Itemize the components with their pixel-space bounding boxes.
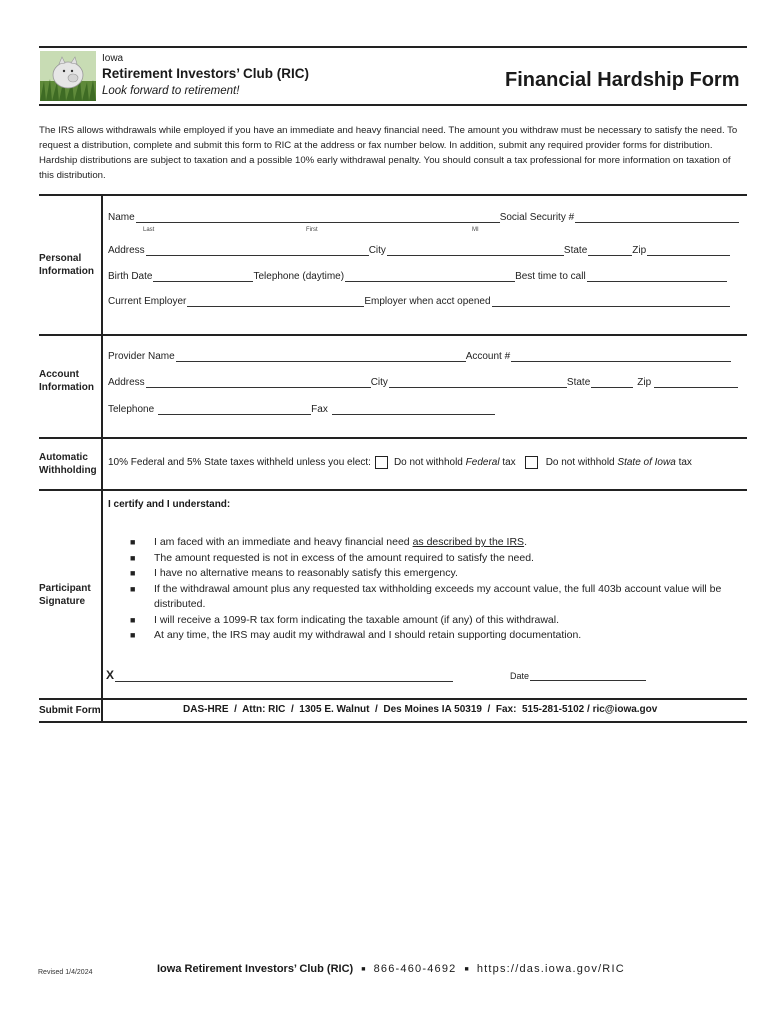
submit-section-label: Submit Form: [39, 705, 101, 716]
best-time-field[interactable]: [587, 271, 727, 282]
list-item: ■ I have no alternative means to reasonably satisfy this emergency.: [130, 567, 458, 579]
revised-date: Revised 1/4/2024: [38, 969, 93, 976]
no-state-label: Do not withhold State of Iowa tax: [545, 457, 692, 468]
certify-heading: I certify and I understand:: [108, 499, 231, 510]
piggy-bank-icon: [40, 51, 96, 101]
signature-field[interactable]: [115, 670, 453, 682]
list-item: ■ If the withdrawal amount plus any requested tax withholding exceeds my account value, the full 403b account value will be distributed.: [130, 582, 722, 610]
signature-section-label: Participant Signature: [39, 583, 91, 607]
header-org: Retirement Investors’ Club (RIC): [102, 66, 310, 81]
acct-fax-label: Fax: [311, 404, 328, 415]
date-row: [510, 671, 646, 681]
acct-zip-field[interactable]: [654, 377, 738, 388]
list-item: ■ I will receive a 1099-R tax form indicating the taxable amount (if any) of this withdrawal.: [130, 613, 560, 626]
form-title: Financial Hardship Form: [505, 69, 740, 91]
irs-link[interactable]: as described by the IRS: [412, 536, 525, 548]
zip-field[interactable]: [647, 245, 730, 256]
section-rule: [39, 489, 747, 491]
footer-url[interactable]: https://das.iowa.gov/RIC: [476, 963, 625, 975]
telephone-label: Telephone (daytime): [253, 271, 345, 282]
section-rule: [39, 437, 747, 439]
bullet-icon: ■: [361, 965, 366, 973]
personal-address-row: [108, 245, 730, 256]
birth-date-field[interactable]: [153, 271, 253, 282]
section-rule: [39, 721, 747, 723]
certification-list: [130, 535, 750, 644]
date-label: Date: [510, 671, 530, 681]
ssn-label: Social Security #: [499, 212, 575, 223]
name-row: [108, 212, 739, 223]
acct-city-field[interactable]: [389, 377, 567, 388]
city-label: City: [368, 245, 386, 256]
acct-address-field[interactable]: [146, 377, 371, 388]
header-top-rule: [39, 46, 747, 48]
label-column-divider: [101, 195, 103, 721]
name-field[interactable]: [136, 212, 500, 223]
name-label: Name: [108, 212, 135, 223]
no-federal-checkbox[interactable]: [375, 456, 388, 469]
account-section-label: Account Information: [39, 369, 94, 393]
footer-org: Iowa Retirement Investors’ Club (RIC): [157, 963, 354, 975]
acct-state-label: State: [566, 377, 591, 388]
footer-line: [157, 963, 625, 975]
name-sub-last: Last: [143, 227, 155, 233]
withholding-text: 10% Federal and 5% State taxes withheld unless you elect:: [108, 457, 371, 468]
provider-label: Provider Name: [108, 351, 175, 362]
account-address-row: [108, 377, 738, 388]
list-item: ■ The amount requested is not in excess of the amount required to satisfy the need.: [130, 551, 534, 564]
acct-telephone-label: Telephone: [108, 404, 155, 415]
date-field[interactable]: [530, 671, 646, 681]
no-state-checkbox[interactable]: [525, 456, 538, 469]
acct-address-label: Address: [108, 377, 145, 388]
acct-city-label: City: [370, 377, 388, 388]
list-item: ■ At any time, the IRS may audit my withdrawal and I should retain supporting documentation.: [130, 629, 582, 641]
city-field[interactable]: [387, 245, 564, 256]
account-phone-row: [108, 404, 495, 415]
birth-row: [108, 271, 727, 282]
name-sub-mi: MI: [472, 227, 479, 233]
submit-address: DAS-HRE / Attn: RIC / 1305 E. Walnut / Des Moines IA 50319 / Fax: 515-281-5102 / ric@iowa.gov: [183, 704, 658, 715]
list-item: ■ I am faced with an immediate and heavy financial need as described by the IRS.: [130, 536, 527, 548]
section-rule: [39, 194, 747, 196]
birth-date-label: Birth Date: [108, 271, 153, 282]
employer-label: Current Employer: [108, 296, 187, 307]
state-field[interactable]: [588, 245, 632, 256]
account-no-label: Account #: [465, 351, 511, 362]
footer-phone: 866-460-4692: [373, 963, 457, 975]
address-field[interactable]: [146, 245, 369, 256]
section-rule: [39, 698, 747, 700]
acct-telephone-field[interactable]: [158, 404, 311, 415]
ssn-field[interactable]: [575, 212, 739, 223]
employer-when-label: Employer when acct opened: [364, 296, 491, 307]
no-federal-label: Do not withhold Federal tax: [393, 457, 516, 468]
signature-x-mark: X: [106, 668, 115, 682]
address-label: Address: [108, 245, 145, 256]
personal-section-label: Personal Information: [39, 253, 94, 277]
bullet-icon: ■: [464, 965, 469, 973]
employer-when-field[interactable]: [492, 296, 730, 307]
header-state: Iowa: [102, 53, 124, 64]
provider-row: [108, 351, 731, 362]
header-tagline: Look forward to retirement!: [102, 85, 240, 97]
header-bottom-rule: [39, 104, 747, 106]
telephone-field[interactable]: [345, 271, 515, 282]
intro-paragraph: The IRS allows withdrawals while employed if you have an immediate and heavy financial need. The amount you withdraw must be necessary to satisfy the need. To request a distribution, complete and submit this form to RIC at the address or fax number below. In addition, submit any required provider forms for distribution. Hardship distributions are subject to taxation and a possible 10% early withdrawal penalty. You should consult a tax professional for more information on taxation of this distribution.: [39, 125, 738, 181]
zip-label: Zip: [632, 245, 647, 256]
section-rule: [39, 334, 747, 336]
signature-row: [106, 668, 453, 682]
employer-row: [108, 296, 730, 307]
acct-state-field[interactable]: [591, 377, 633, 388]
acct-fax-field[interactable]: [332, 404, 495, 415]
withholding-row: [108, 456, 692, 469]
account-no-field[interactable]: [511, 351, 731, 362]
state-label: State: [563, 245, 588, 256]
best-time-label: Best time to call: [515, 271, 586, 282]
employer-field[interactable]: [187, 296, 364, 307]
name-sub-first: First: [306, 227, 318, 233]
provider-field[interactable]: [176, 351, 466, 362]
acct-zip-label: Zip: [637, 377, 652, 388]
withholding-section-label: Automatic Withholding: [39, 452, 97, 476]
